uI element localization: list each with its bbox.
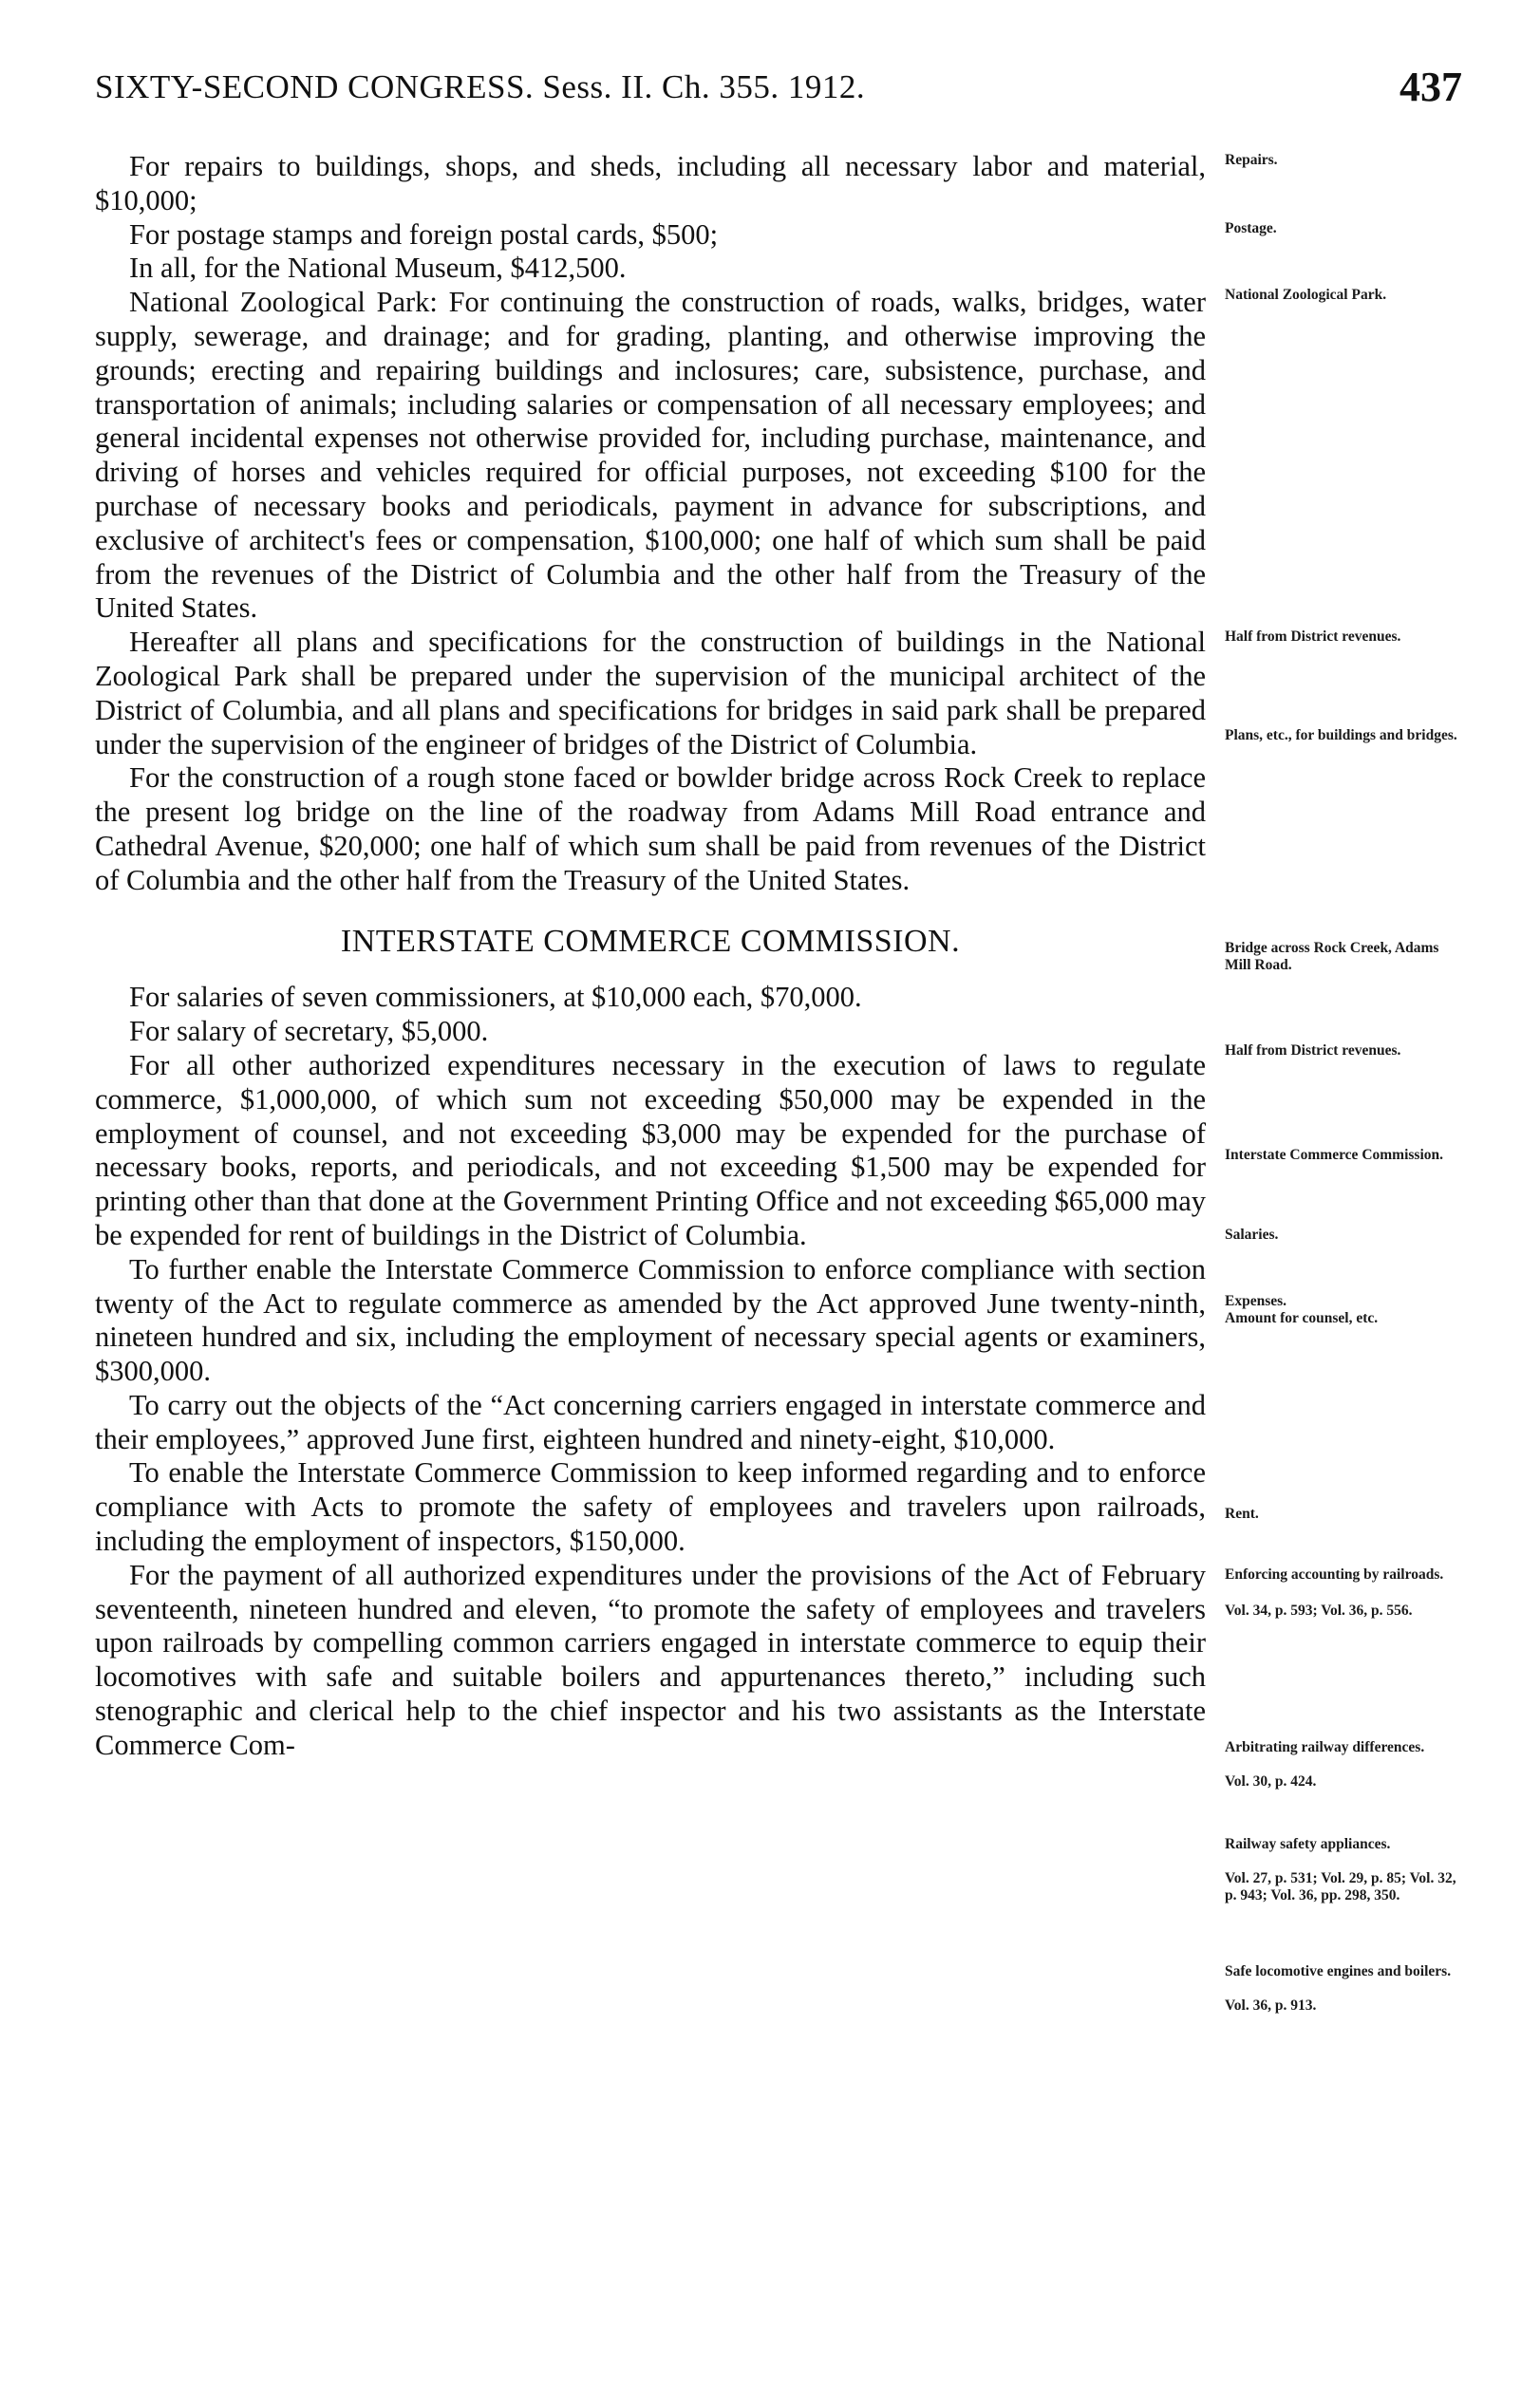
paragraph-repairs: For repairs to buildings, shops, and sheds, including all necessary labor and material, $10,000; xyxy=(95,150,1206,216)
paragraph-plans: Hereafter all plans and specifications for the construction of buildings in the National Zoological Park shall be prepared under the supervision of the municipal architect of the District of Columbia, and all plans and specifications for bridges in said park shall be prepared under the supervision of the engineer of bridges of the District of Columbia. xyxy=(95,626,1206,760)
running-head-title: SIXTY-SECOND CONGRESS. Sess. II. Ch. 355. 1912. xyxy=(95,68,866,105)
margin-note: National Zoological Park. xyxy=(1225,287,1387,303)
margin-note: Amount for counsel, etc. xyxy=(1225,1310,1379,1326)
margin-note: Safe locomotive engines and boilers. xyxy=(1225,1963,1452,1979)
paragraph-salaries: For salaries of seven commissioners, at $10,000 each, $70,000. xyxy=(129,981,862,1014)
margin-note: Vol. 27, p. 531; Vol. 29, p. 85; Vol. 32, p. 943; Vol. 36, pp. 298, 350. xyxy=(1225,1870,1456,1903)
margin-note: Vol. 36, p. 913. xyxy=(1225,1997,1317,2014)
paragraph-secretary: For salary of secretary, $5,000. xyxy=(129,1015,489,1048)
margin-note: Bridge across Rock Creek, Adams Mill Road. xyxy=(1225,940,1439,973)
paragraph-enforce-compliance: To further enable the Interstate Commerce Commission to enforce compliance with section twenty of the Act to regulate commerce as amended by the Act approved June twenty-ninth, nineteen hundred and six, including the employment of necessary special agents or examiners, $300,000. xyxy=(95,1252,1206,1388)
paragraph-expenditures: For all other authorized expenditures necessary in the execution of laws to regulate commerce, $1,000,000, of which sum not exceeding $50,000 may be expended in the employment of counsel, and not exceeding $3,000 may be expended for the purchase of necessary books, reports, and periodicals, and not exceeding $1,500 may be expended for printing other than that done at the Government Printing Office and not exceeding $65,000 may be expended for rent of buildings in the District of Columbia. xyxy=(95,1048,1206,1251)
margin-note: Railway safety appliances. xyxy=(1225,1836,1391,1852)
body-text xyxy=(95,150,1206,1763)
page-number: 437 xyxy=(1399,64,1462,110)
paragraph-locomotive-boilers: For the payment of all authorized expenditures under the provisions of the Act of February seventeenth, nineteen hundred and eleven, “to promote the safety of employees and travelers upon railroads by compelling common carriers engaged in interstate commerce to equip their locomotives with safe and suitable boilers and appurtenances thereto,” including such stenographic and clerical help to the chief inspector and his two assistants as the Interstate Commerce Com- xyxy=(95,1558,1206,1761)
margin-note: Half from District revenues. xyxy=(1225,628,1401,645)
margin-note: Enforcing accounting by railroads. xyxy=(1225,1566,1444,1583)
paragraph-safety-inspectors: To enable the Interstate Commerce Commission to keep informed regarding and to enforce compliance with Acts to promote the safety of employees and travelers upon railroads, including the employment of inspectors, $150,000. xyxy=(95,1456,1206,1558)
section-heading: INTERSTATE COMMERCE COMMISSION. xyxy=(340,923,961,959)
margin-note: Expenses. xyxy=(1225,1293,1287,1309)
margin-note: Half from District revenues. xyxy=(1225,1042,1401,1059)
margin-note: Repairs. xyxy=(1225,152,1278,168)
margin-note: Interstate Commerce Commission. xyxy=(1225,1147,1444,1163)
margin-note: Salaries. xyxy=(1225,1227,1279,1243)
margin-note: Vol. 30, p. 424. xyxy=(1225,1773,1317,1790)
margin-note: Arbitrating railway differences. xyxy=(1225,1739,1425,1755)
paragraph-rock-creek-bridge: For the construction of a rough stone faced or bowlder bridge across Rock Creek to replace the present log bridge on the line of the roadway from Adams Mill Road entrance and Cathedral Avenue, $20,000; one half of which sum shall be paid from revenues of the District of Columbia and the other half from the Treasury of the United States. xyxy=(95,761,1206,896)
paragraph-postage: For postage stamps and foreign postal cards, $500; xyxy=(129,217,719,251)
margin-note: Vol. 34, p. 593; Vol. 36, p. 556. xyxy=(1225,1603,1413,1619)
paragraph-museum-total: In all, for the National Museum, $412,500. xyxy=(129,252,627,285)
margin-note: Postage. xyxy=(1225,220,1277,236)
margin-note: Rent. xyxy=(1225,1506,1259,1522)
paragraph-zoological-park: National Zoological Park: For continuing the construction of roads, walks, bridges, water supply, sewerage, and drainage; and for grading, planting, and otherwise improving the grounds; erecting and repairing buildings and inclosures; care, subsistence, purchase, and transportation of animals; including salaries or compensation of all necessary employees; and general incidental expenses not otherwise provided for, including purchase, maintenance, and driving of horses and vehicles required for official purposes, not exceeding $100 for the purchase of necessary books and periodicals, payment in advance for subscriptions, and exclusive of architect's fees or compensation, $100,000; one half of which sum shall be paid from the revenues of the District of Columbia and the other half from the Treasury of the United States. xyxy=(95,286,1206,625)
paragraph-carriers-act: To carry out the objects of the “Act concerning carriers engaged in interstate commerce and their employees,” approved June first, eighteen hundred and ninety-eight, $10,000. xyxy=(95,1388,1206,1455)
running-header xyxy=(95,64,1462,125)
margin-note: Plans, etc., for buildings and bridges. xyxy=(1225,727,1457,743)
